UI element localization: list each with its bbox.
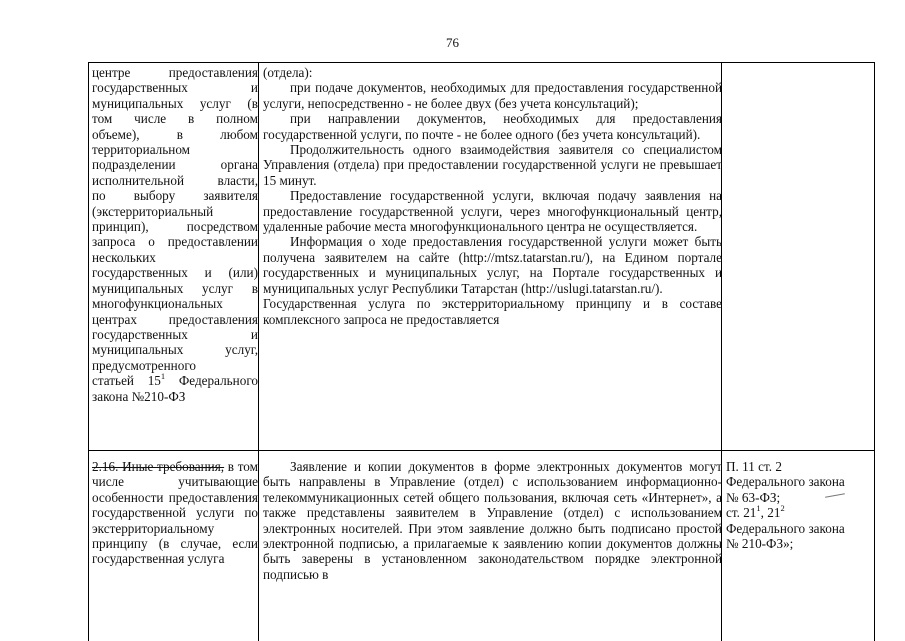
cell-line: закона №210-ФЗ (92, 388, 186, 404)
cell-line: (экстерриториальный (92, 203, 214, 219)
cell-line: нескольких (92, 249, 156, 265)
ref-text: статьей 15 (92, 373, 161, 389)
cell-line: государственных и (92, 326, 258, 342)
paragraph: Информация о ходе предоставления государственной услуги может быть получена заявителем на сайте (http://mtsz.tatarstan.ru/), на Едином портале государственных и муниципальных услуг, на Портале государственных и муниципальных услуг Республики Татарстан (http://uslugi.tatarstan.ru/). (263, 234, 722, 296)
cell-line: предусмотренного (92, 357, 197, 373)
paragraph: при направлении документов, необходимых для предоставления государственной услуги, по почте - не более одного (без учета консультаций). (263, 111, 722, 142)
cell-line: государственных и (или) (92, 265, 258, 281)
paragraph: Государственная услуга по экстерриториальному принципу и в составе комплексного запроса не предоставляется (263, 296, 722, 327)
cell-line: центре предоставления (92, 65, 258, 80)
cell-line: территориальном (92, 142, 191, 158)
superscript: 2 (780, 503, 785, 514)
cell-line: центрах предоставления (92, 311, 258, 327)
cell-line: государственных и (92, 80, 258, 96)
row2-legal-basis-cell (726, 459, 871, 551)
row1-requirement-cell (92, 65, 258, 404)
page-number: 76 (446, 35, 459, 50)
ref-text: Федерального (165, 373, 258, 389)
cell-line: муниципальных услуг (в (92, 95, 258, 111)
cell-line: том числе в полном (92, 111, 258, 127)
legal-ref-line (726, 505, 871, 520)
cell-line: исполнительной власти, (92, 172, 258, 188)
ref-text: , 21 (760, 505, 781, 521)
column-divider-1 (258, 63, 259, 641)
legal-ref-line: П. 11 ст. 2 (726, 459, 782, 474)
paragraph: при подаче документов, необходимых для предоставления государственной услуги, непосредственно - не более двух (без учета консультаций); (263, 80, 722, 111)
cell-line: муниципальных услуг в (92, 280, 258, 296)
row2-requirement-cell (92, 459, 258, 567)
legal-ref-line: № 63-ФЗ; (726, 489, 781, 505)
struck-heading: 2.16. Иные требования, (92, 459, 225, 474)
legal-ref-line: Федерального закона (726, 474, 845, 490)
superscript: 1 (756, 503, 761, 514)
paragraph (92, 459, 258, 567)
superscript: 1 (160, 371, 166, 382)
paragraph: Заявление и копии документов в форме электронных документов могут быть направлены в Управление (отдел) с использованием информационно-телекоммуникационных сетей общего пользования, включая сеть «Интернет», а также представлены заявителем в Управление (отдел) с использованием электронных носителей. При этом заявление должно быть подписано простой электронной подписью, а прилагаемые к заявлению копии документов должны быть заверены в установленном законодательством порядке электронной подписью в (263, 459, 722, 582)
paragraph: Продолжительность одного взаимодействия заявителя со специалистом Управления (отдела) при предоставлении государственной услуги не превышает 15 минут. (263, 142, 722, 188)
requirements-table (88, 62, 875, 641)
cell-line: по выбору заявителя (92, 188, 258, 204)
paragraph: (отдела): (263, 65, 313, 80)
cell-line: муниципальных услуг, (92, 342, 258, 358)
row1-description-cell (263, 65, 722, 327)
legal-ref-line: № 210-ФЗ»; (726, 536, 794, 552)
heading-text: в том числе учитывающие особенности предоставления государственной услуги по экстерриториальному принципу (в случае, если государственная услуга (92, 459, 258, 567)
row2-description-cell (263, 459, 722, 582)
legal-ref-line: Федерального закона (726, 520, 845, 536)
cell-line: объеме), в любом (92, 126, 258, 142)
cell-line: запроса о предоставлении (92, 234, 258, 250)
cell-line: подразделении органа (92, 157, 258, 173)
ref-text: ст. 21 (726, 505, 757, 521)
cell-line: многофункциональных (92, 296, 223, 312)
cell-line: принцип), посредством (92, 219, 258, 235)
row-divider (89, 450, 874, 451)
paragraph: Предоставление государственной услуги, включая подачу заявления на предоставление государственной услуги, через многофункциональный центр, удаленные рабочие места многофункционального центра не осуществляется. (263, 188, 722, 235)
cell-line (92, 373, 258, 388)
